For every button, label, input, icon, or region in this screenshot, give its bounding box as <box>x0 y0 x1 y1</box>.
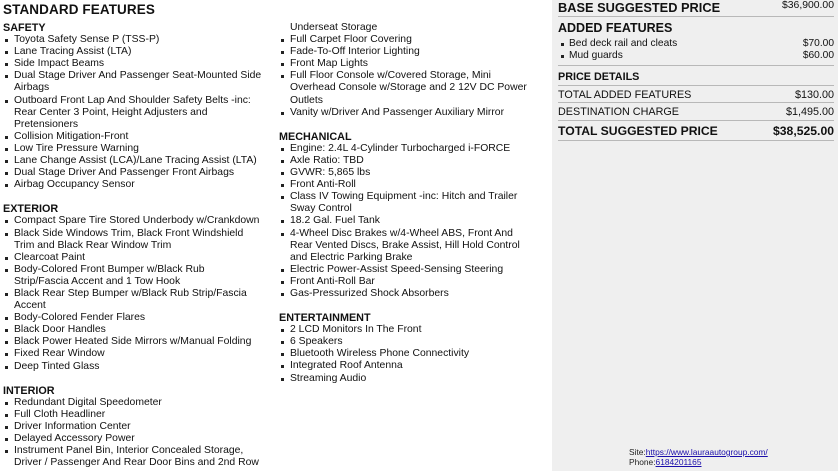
list-item: Lane Tracing Assist (LTA) <box>3 46 275 58</box>
phone-label: Phone: <box>629 457 656 467</box>
total-added-value: $130.00 <box>794 89 834 101</box>
added-feature-price: $70.00 <box>802 38 834 49</box>
divider <box>558 85 834 86</box>
list-item: Front Anti-Roll <box>279 179 547 191</box>
list-item: Integrated Roof Antenna <box>279 360 547 372</box>
list-item: Front Map Lights <box>279 58 547 70</box>
price-details-title: PRICE DETAILS <box>558 71 640 83</box>
list-item: Toyota Safety Sense P (TSS-P) <box>3 34 275 46</box>
list-item: Underseat Storage <box>290 22 378 33</box>
added-feature-row <box>558 50 834 61</box>
list-item: GVWR: 5,865 lbs <box>279 167 547 179</box>
list-item: Fixed Rear Window <box>3 348 275 360</box>
base-price-row <box>558 0 834 15</box>
list-item: Compact Spare Tire Stored Underbody w/Crankdown <box>3 215 275 227</box>
list-item: Deep Tinted Glass <box>3 361 275 373</box>
list-item-continued: Sway Control <box>290 203 352 215</box>
feature-list <box>3 397 275 470</box>
list-item: 4-Wheel Disc Brakes w/4-Wheel ABS, Front And <box>279 228 547 240</box>
list-item: 6 Speakers <box>279 336 547 348</box>
list-item: Full Cloth Headliner <box>3 409 275 421</box>
list-item: Electric Power-Assist Speed-Sensing Steering <box>279 264 547 276</box>
added-features-title: ADDED FEATURES <box>558 21 673 35</box>
list-item: Dual Stage Driver And Passenger Front Airbags <box>3 167 275 179</box>
total-price-label: TOTAL SUGGESTED PRICE <box>558 124 718 138</box>
dealer-footer <box>629 447 768 467</box>
list-item: 2 LCD Monitors In The Front <box>279 324 547 336</box>
base-price-value: $36,900.00 <box>781 0 834 11</box>
divider <box>558 102 834 103</box>
list-item: Vanity w/Driver And Passenger Auxiliary Mirror <box>279 107 547 119</box>
list-item-continued: Driver / Passenger And Rear Door Bins and 2nd Row <box>14 457 259 469</box>
list-item: Driver Information Center <box>3 421 275 433</box>
list-item: Outboard Front Lap And Shoulder Safety Belts -inc: <box>3 95 275 107</box>
list-item: Gas-Pressurized Shock Absorbers <box>279 288 547 300</box>
list-item: Delayed Accessory Power <box>3 433 275 445</box>
total-price-value: $38,525.00 <box>773 124 834 138</box>
list-item: Black Door Handles <box>3 324 275 336</box>
interior-list-continued <box>279 34 547 119</box>
list-item-continued: Pretensioners <box>14 118 79 130</box>
list-item: Fade-To-Off Interior Lighting <box>279 46 547 58</box>
list-item: Collision Mitigation-Front <box>3 131 275 143</box>
list-item: Class IV Towing Equipment -inc: Hitch and Trailer <box>279 191 547 203</box>
section-title: MECHANICAL <box>279 130 352 143</box>
list-item-continued: Accent <box>14 300 46 312</box>
list-item: Side Impact Beams <box>3 58 275 70</box>
list-item-continued: Strip/Fascia Accent and 1 Tow Hook <box>14 275 181 287</box>
list-item: Full Carpet Floor Covering <box>279 34 547 46</box>
list-item: Body-Colored Fender Flares <box>3 312 275 324</box>
list-item-continued: Airbags <box>14 82 50 94</box>
list-item-continued: Trim and Black Rear Window Trim <box>14 239 172 251</box>
list-item: Clearcoat Paint <box>3 252 275 264</box>
added-feature-row <box>558 38 834 49</box>
total-price-row <box>558 124 834 138</box>
list-item: Dual Stage Driver And Passenger Seat-Mounted Side <box>3 70 275 82</box>
list-item: Bluetooth Wireless Phone Connectivity <box>279 348 547 360</box>
divider <box>558 16 834 17</box>
list-item: Black Side Windows Trim, Black Front Windshield <box>3 228 275 240</box>
destination-value: $1,495.00 <box>785 106 834 118</box>
divider <box>558 140 834 141</box>
destination-label: DESTINATION CHARGE <box>558 106 679 118</box>
list-item: 18.2 Gal. Fuel Tank <box>279 215 547 227</box>
phone-link[interactable]: 6184201165 <box>655 457 702 467</box>
added-feature-label: Bed deck rail and cleats <box>558 38 677 49</box>
pricing-panel <box>552 0 838 471</box>
site-link[interactable]: https://www.lauraautogroup.com/ <box>645 447 768 457</box>
features-column-2 <box>279 22 547 385</box>
feature-list <box>3 215 275 372</box>
list-item: Instrument Panel Bin, Interior Concealed Storage, <box>3 445 275 457</box>
list-item: Black Rear Step Bumper w/Black Rub Strip/Fascia <box>3 288 275 300</box>
list-item: Body-Colored Front Bumper w/Black Rub <box>3 264 275 276</box>
list-item-continued: Rear Center 3 Point, Height Adjusters and <box>14 106 208 118</box>
feature-list <box>279 143 547 300</box>
list-item-continued: Outlets <box>290 94 323 106</box>
list-item-continued: Overhead Console w/Storage and 2 12V DC Power <box>290 82 527 94</box>
list-item: Lane Change Assist (LCA)/Lane Tracing Assist (LTA) <box>3 155 275 167</box>
list-item-continued: Rear Vented Discs, Brake Assist, Hill Hold Control <box>290 239 520 251</box>
site-label: Site: <box>629 447 646 457</box>
page-title: STANDARD FEATURES <box>3 2 155 17</box>
list-item: Low Tire Pressure Warning <box>3 143 275 155</box>
section-title: INTERIOR <box>3 384 55 397</box>
destination-row <box>558 106 834 118</box>
list-item: Engine: 2.4L 4-Cylinder Turbocharged i-FORCE <box>279 143 547 155</box>
list-item: Full Floor Console w/Covered Storage, Mini <box>279 70 547 82</box>
list-item-continued: and Electric Parking Brake <box>290 251 413 263</box>
section-title: EXTERIOR <box>3 203 59 216</box>
list-item: Airbag Occupancy Sensor <box>3 179 275 191</box>
base-price-label: BASE SUGGESTED PRICE <box>558 0 721 15</box>
features-column-1 <box>3 22 275 469</box>
section-title: ENTERTAINMENT <box>279 312 371 325</box>
added-feature-label: Mud guards <box>558 50 623 61</box>
total-added-row <box>558 89 834 101</box>
added-feature-price: $60.00 <box>802 50 834 61</box>
list-item: Black Power Heated Side Mirrors w/Manual Folding <box>3 336 275 348</box>
divider <box>558 120 834 121</box>
section-title: SAFETY <box>3 22 46 34</box>
list-item: Streaming Audio <box>279 373 547 385</box>
divider <box>558 65 834 66</box>
list-item: Axle Ratio: TBD <box>279 155 547 167</box>
total-added-label: TOTAL ADDED FEATURES <box>558 89 692 101</box>
feature-list <box>3 34 275 191</box>
list-item: Front Anti-Roll Bar <box>279 276 547 288</box>
list-item: Redundant Digital Speedometer <box>3 397 275 409</box>
feature-list <box>279 324 547 384</box>
